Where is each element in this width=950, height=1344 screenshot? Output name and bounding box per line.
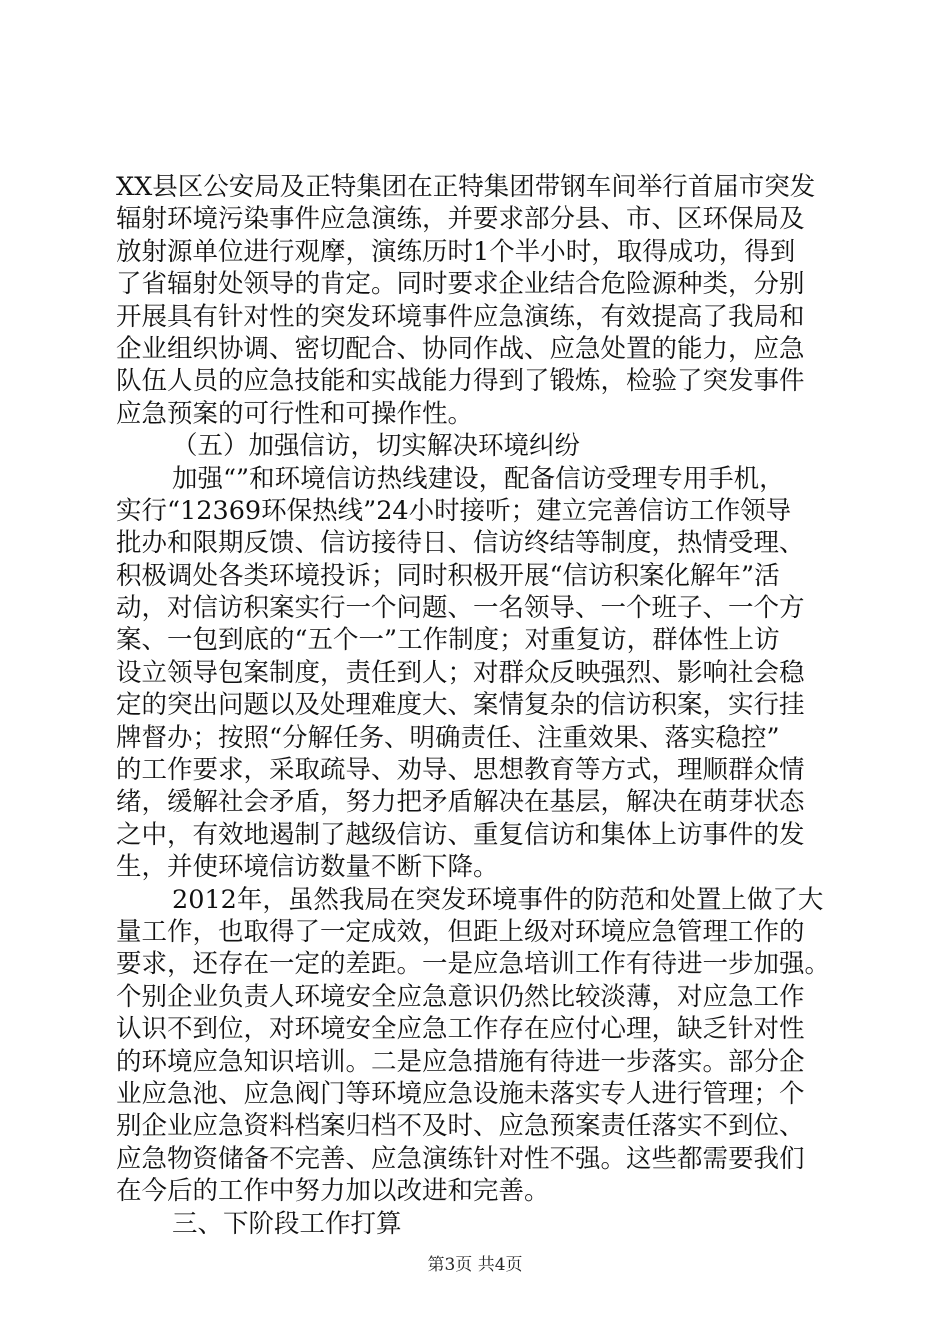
text-line: 动，对信访积案实行一个问题、一名领导、一个班子、一个方 bbox=[116, 593, 805, 624]
text-line: 认识不到位，对环境安全应急工作存在应付心理，缺乏针对性 bbox=[116, 1014, 805, 1045]
text-line: （五）加强信访，切实解决环境纠纷 bbox=[172, 431, 581, 462]
text-line: 辐射环境污染事件应急演练，并要求部分县、市、区环保局及 bbox=[116, 204, 805, 235]
text-line: 批办和限期反馈、信访接待日、信访终结等制度，热情受理、 bbox=[116, 528, 805, 559]
text-line: 案、一包到底的“五个一”工作制度；对重复访，群体性上访 bbox=[116, 625, 780, 656]
text-line: 加强“”和环境信访热线建设，配备信访受理专用手机， bbox=[172, 463, 785, 494]
text-line: 开展具有针对性的突发环境事件应急演练，有效提高了我局和 bbox=[116, 301, 805, 332]
text-line: 应急物资储备不完善、应急演练针对性不强。这些都需要我们 bbox=[116, 1143, 805, 1174]
text-line: 积极调处各类环境投诉；同时积极开展“信访积案化解年”活 bbox=[116, 560, 780, 591]
text-line: 个别企业负责人环境安全应急意识仍然比较淡薄，对应急工作 bbox=[116, 981, 805, 1012]
document-body bbox=[116, 171, 836, 1240]
text-line: 放射源单位进行观摩，演练历时1个半小时，取得成功，得到 bbox=[116, 236, 796, 267]
text-line: 三、下阶段工作打算 bbox=[172, 1208, 402, 1239]
text-line: 了省辐射处领导的肯定。同时要求企业结合危险源种类，分别 bbox=[116, 269, 805, 300]
text-line: 2012年，虽然我局在突发环境事件的防范和处置上做了大 bbox=[172, 884, 824, 915]
text-line: 实行“12369环保热线”24小时接听；建立完善信访工作领导 bbox=[116, 495, 792, 526]
text-line: 的环境应急知识培训。二是应急措施有待进一步落实。部分企 bbox=[116, 1046, 805, 1077]
text-line: 之中，有效地遏制了越级信访、重复信访和集体上访事件的发 bbox=[116, 819, 805, 850]
text-line: 绪，缓解社会矛盾，努力把矛盾解决在基层，解决在萌芽状态 bbox=[116, 787, 805, 818]
text-line: 量工作，也取得了一定成效，但距上级对环境应急管理工作的 bbox=[116, 916, 805, 947]
text-line: 的工作要求，采取疏导、劝导、思想教育等方式，理顺群众情 bbox=[116, 755, 805, 786]
text-line: 生，并使环境信访数量不断下降。 bbox=[116, 852, 499, 883]
text-line: XX县区公安局及正特集团在正特集团带钢车间举行首届市突发 bbox=[116, 172, 816, 202]
text-line: 设立领导包案制度，责任到人；对群众反映强烈、影响社会稳 bbox=[116, 657, 805, 688]
text-line: 在今后的工作中努力加以改进和完善。 bbox=[116, 1176, 550, 1207]
text-line: 定的突出问题以及处理难度大、案情复杂的信访积案，实行挂 bbox=[116, 690, 805, 721]
text-line: 业应急池、应急阀门等环境应急设施未落实专人进行管理；个 bbox=[116, 1078, 805, 1109]
text-line: 应急预案的可行性和可操作性。 bbox=[116, 398, 474, 429]
text-line: 要求，还存在一定的差距。一是应急培训工作有待进一步加强。 bbox=[116, 949, 831, 980]
text-line: 企业组织协调、密切配合、协同作战、应急处置的能力，应急 bbox=[116, 333, 805, 364]
text-line: 队伍人员的应急技能和实战能力得到了锻炼，检验了突发事件 bbox=[116, 366, 805, 397]
text-line: 别企业应急资料档案归档不及时、应急预案责任落实不到位、 bbox=[116, 1111, 805, 1142]
text-line: 牌督办；按照“分解任务、明确责任、注重效果、落实稳控” bbox=[116, 722, 780, 753]
page-footer: 第3页 共4页 bbox=[427, 1255, 523, 1275]
